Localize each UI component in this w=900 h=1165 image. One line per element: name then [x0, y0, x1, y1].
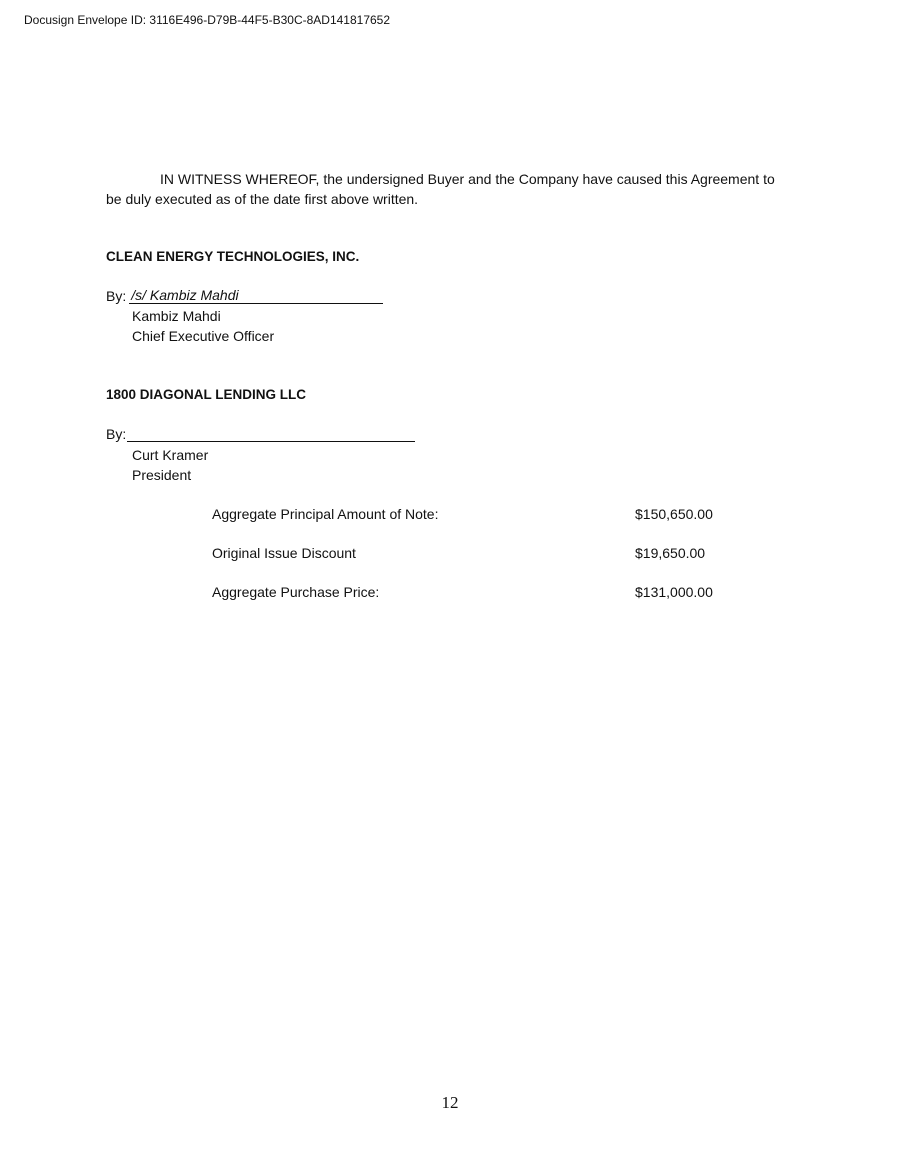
buyer-signature-row [106, 423, 415, 442]
buyer-signer-block [132, 445, 208, 485]
issue-discount-label: Original Issue Discount [212, 545, 356, 561]
company-signature-text: /s/ Kambiz Mahdi [131, 287, 239, 303]
envelope-id: Docusign Envelope ID: 3116E496-D79B-44F5-B30C-8AD141817652 [24, 13, 391, 27]
buyer-name-heading: 1800 DIAGONAL LENDING LLC [106, 387, 307, 402]
purchase-price-label: Aggregate Purchase Price: [212, 584, 380, 600]
buyer-signature-line [127, 423, 415, 442]
witness-paragraph-line-2: be duly executed as of the date first above written. [106, 191, 419, 207]
buyer-by-label: By: [106, 426, 127, 442]
company-signature-row [106, 285, 383, 304]
witness-paragraph [106, 169, 806, 209]
company-signer-name: Kambiz Mahdi [132, 308, 221, 324]
buyer-signer-title: President [132, 467, 192, 483]
page-number: 12 [441, 1093, 459, 1112]
principal-amount-label: Aggregate Principal Amount of Note: [212, 506, 439, 522]
company-by-label: By: [106, 288, 127, 304]
purchase-price-value: $131,000.00 [635, 584, 713, 600]
company-name-heading: CLEAN ENERGY TECHNOLOGIES, INC. [106, 249, 360, 264]
company-signer-block [132, 306, 274, 346]
principal-amount-value: $150,650.00 [635, 506, 713, 522]
issue-discount-value: $19,650.00 [635, 545, 706, 561]
company-signer-title: Chief Executive Officer [132, 328, 275, 344]
witness-paragraph-line-1: IN WITNESS WHEREOF, the undersigned Buyer and the Company have caused this Agreement to [160, 171, 775, 187]
company-signature-line [129, 285, 383, 304]
buyer-signer-name: Curt Kramer [132, 447, 209, 463]
